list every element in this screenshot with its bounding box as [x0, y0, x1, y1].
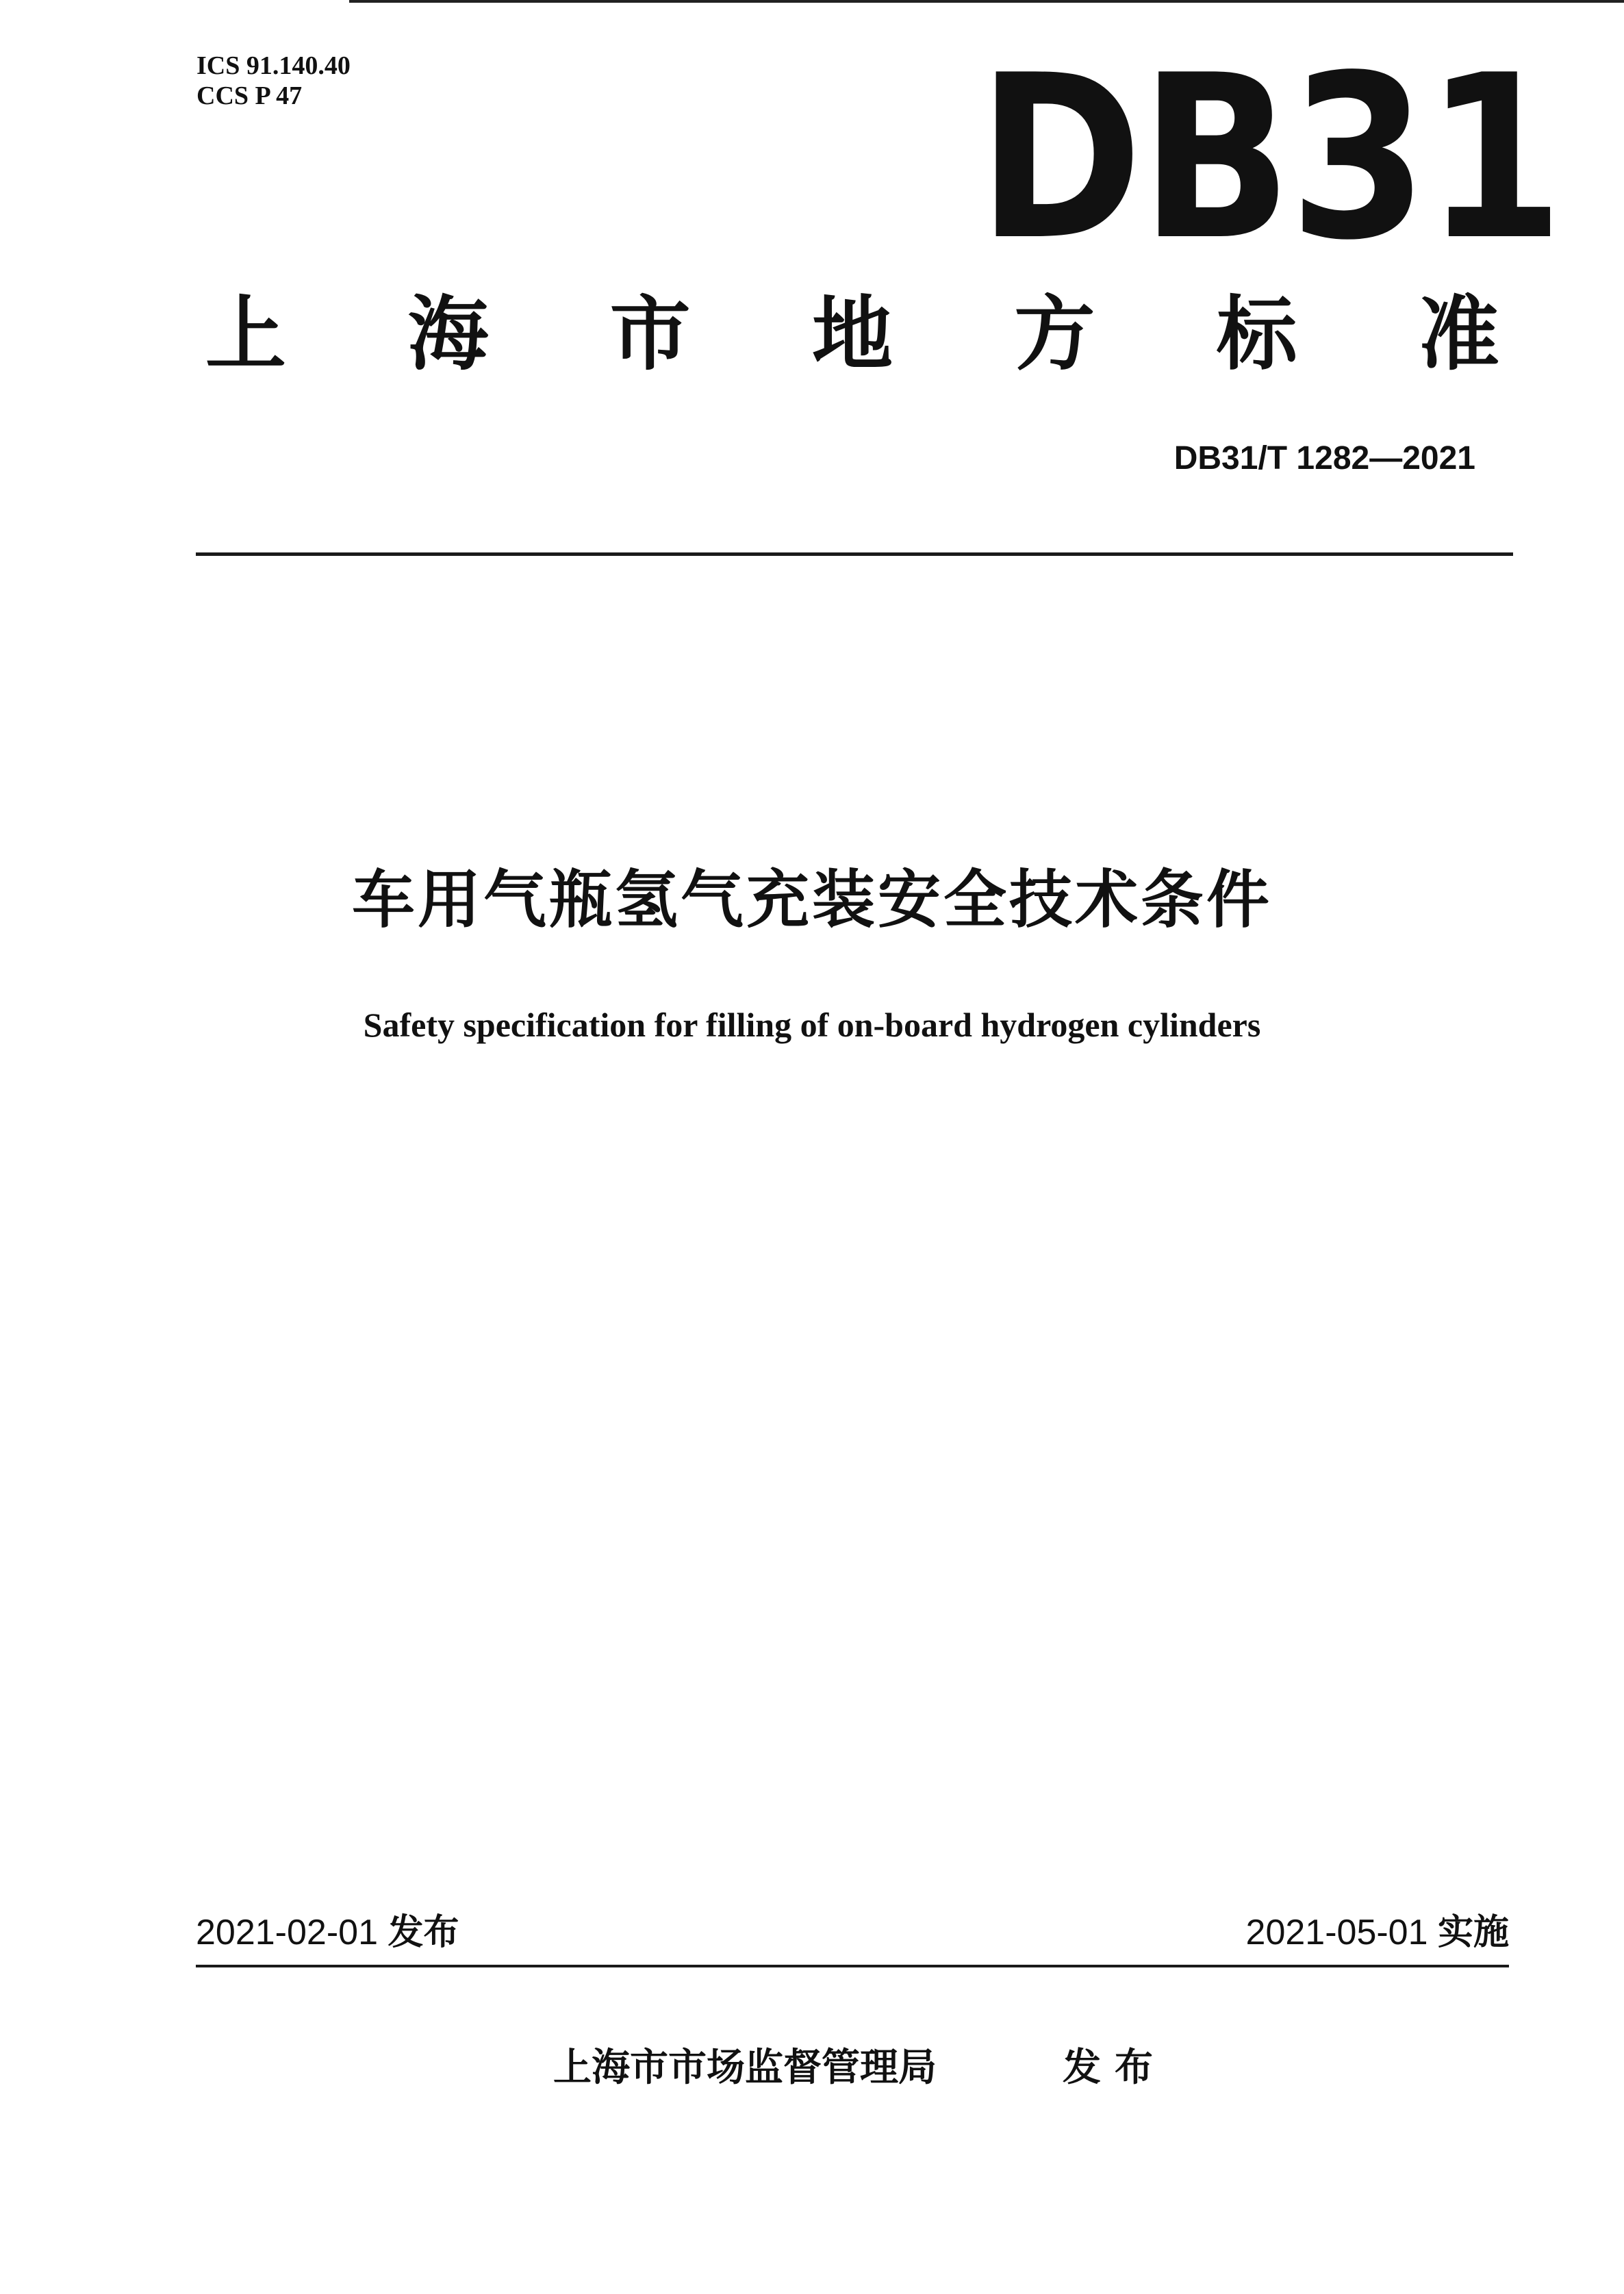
standard-type-char: 市	[609, 287, 691, 381]
header-divider	[196, 552, 1513, 556]
standard-type-char: 海	[407, 287, 489, 381]
issuing-authority: 上海市市场监督管理局	[553, 2046, 937, 2090]
issue-label: 发布	[388, 1913, 459, 1952]
standard-type-heading	[205, 279, 1499, 389]
implementation-date: 2021-05-01	[1245, 1913, 1428, 1952]
standard-number: DB31/T 1282—2021	[1173, 440, 1475, 476]
standard-type-char: 上	[205, 287, 287, 381]
implementation-label: 实施	[1437, 1913, 1509, 1952]
classification-codes	[196, 51, 351, 111]
footer-divider	[196, 1965, 1509, 1967]
standard-type-char: 标	[1216, 287, 1297, 381]
standard-logo: DB31	[978, 27, 1562, 290]
standard-type-char: 方	[1014, 287, 1095, 381]
title-english: Safety specification for filling of on-board hydrogen cylinders	[363, 1006, 1261, 1044]
issuer-action: 发布	[1063, 2046, 1167, 2090]
ccs-code: CCS P 47	[196, 81, 303, 110]
title-chinese: 车用气瓶氢气充装安全技术条件	[351, 863, 1272, 936]
top-border-line	[349, 0, 1624, 3]
standard-type-char: 地	[811, 287, 893, 381]
issue-date: 2021-02-01	[196, 1913, 378, 1952]
ics-code: ICS 91.140.40	[196, 51, 351, 80]
issue-date-line	[196, 1910, 459, 1955]
standard-type-char: 准	[1418, 287, 1499, 381]
implementation-date-line	[1246, 1910, 1509, 1955]
